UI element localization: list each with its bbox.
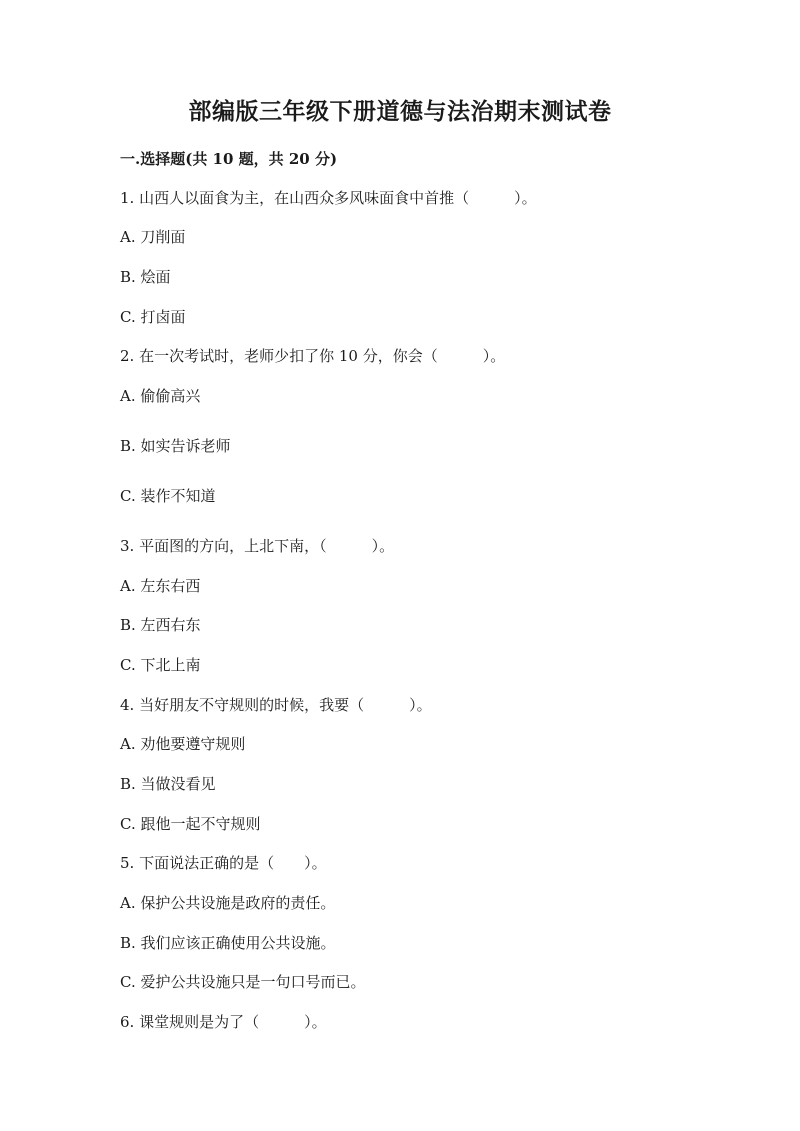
question-1-option-c: C. 打卤面	[120, 308, 186, 326]
question-2-option-b: B. 如实告诉老师	[120, 437, 231, 455]
question-1-option-b: B. 烩面	[120, 268, 171, 286]
question-4-stem: 4. 当好朋友不守规则的时候，我要（ ）。	[120, 696, 432, 714]
question-2-option-a: A. 偷偷高兴	[120, 387, 201, 405]
question-3-option-b: B. 左西右东	[120, 616, 201, 634]
question-4-option-a: A. 劝他要遵守规则	[120, 735, 246, 753]
question-4-option-b: B. 当做没看见	[120, 775, 216, 793]
page-title: 部编版三年级下册道德与法治期末测试卷	[188, 98, 612, 125]
question-5-option-c: C. 爱护公共设施只是一句口号而已。	[120, 973, 366, 991]
question-5-option-a: A. 保护公共设施是政府的责任。	[120, 894, 336, 912]
question-6-stem: 6. 课堂规则是为了（ ）。	[120, 1013, 327, 1031]
question-1-option-a: A. 刀削面	[120, 228, 186, 246]
question-5-stem: 5. 下面说法正确的是（ ）。	[120, 854, 327, 872]
question-2-option-c: C. 装作不知道	[120, 487, 216, 505]
question-3-option-a: A. 左东右西	[120, 577, 201, 595]
question-1-stem: 1. 山西人以面食为主，在山西众多风味面食中首推（ ）。	[120, 189, 537, 207]
question-3-stem: 3. 平面图的方向，上北下南，（ ）。	[120, 537, 395, 555]
question-2-stem: 2. 在一次考试时，老师少扣了你 10 分，你会（ ）。	[120, 347, 506, 365]
question-3-option-c: C. 下北上南	[120, 656, 201, 674]
question-5-option-b: B. 我们应该正确使用公共设施。	[120, 934, 336, 952]
question-4-option-c: C. 跟他一起不守规则	[120, 815, 261, 833]
section-heading: 一.选择题(共 10 题，共 20 分)	[120, 150, 338, 168]
